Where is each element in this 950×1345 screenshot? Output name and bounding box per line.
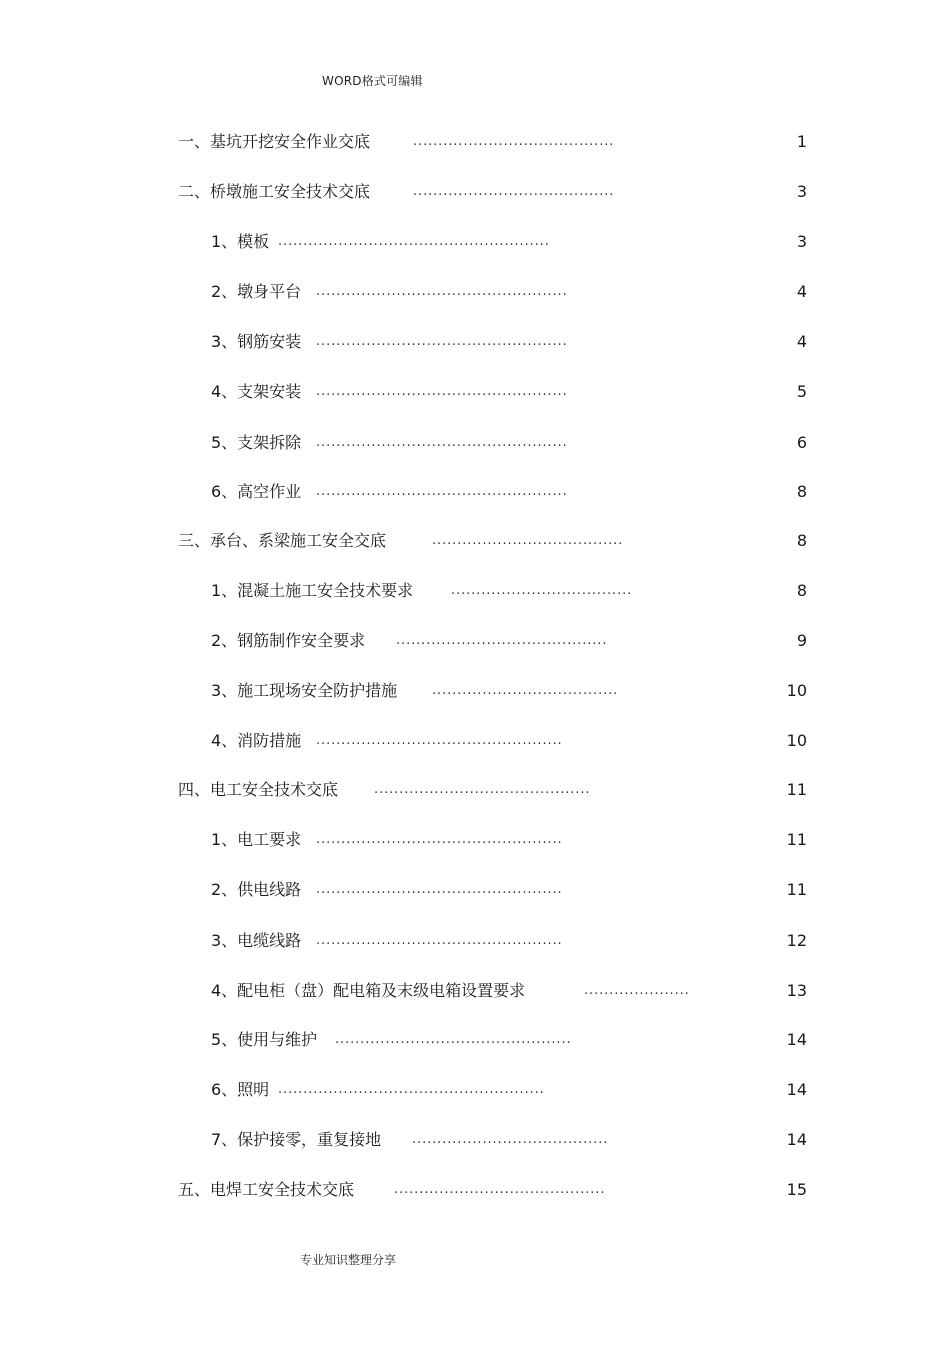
toc-leader-dots: ................................................. [316,733,563,748]
toc-entry[interactable] [211,432,568,454]
toc-entry-title: 6、高空作业 [211,482,302,501]
toc-entry[interactable] [211,1129,609,1151]
toc-page-number: 14 [786,1130,807,1149]
toc-page-number: 4 [796,282,807,301]
toc-entry-title: 一、基坑开挖安全作业交底 [178,132,371,151]
toc-leader-dots: .................................................. [316,334,568,349]
toc-leader-dots: ..................... [584,983,690,998]
toc-leader-dots: ....................................... [412,1132,609,1147]
toc-entry-title: 三、承台、系梁施工安全交底 [178,531,387,550]
toc-page-number: 8 [796,581,807,600]
toc-page-number: 8 [796,482,807,501]
toc-entry-title: 4、消防措施 [211,731,302,750]
toc-leader-dots: .................................................. [316,484,568,499]
toc-leader-dots: ...................................... [432,533,624,548]
toc-entry[interactable] [211,680,619,702]
toc-entry[interactable] [211,281,568,303]
toc-entry[interactable] [211,580,633,602]
page-footer: 专业知识整理分享 [300,1253,397,1267]
toc-leader-dots: ................................................. [316,933,563,948]
toc-leader-dots: ........................................ [413,184,615,199]
toc-entry-title: 二、桥墩施工安全技术交底 [178,182,371,201]
toc-page-number: 15 [786,1180,807,1199]
toc-entry-title: 四、电工安全技术交底 [178,780,339,799]
toc-leader-dots: .......................................... [394,1182,606,1197]
toc-leader-dots: ........................................... [374,782,591,797]
toc-page-number: 5 [796,382,807,401]
toc-page-number: 3 [796,232,807,251]
toc-entry[interactable] [178,181,615,203]
toc-page-number: 10 [786,731,807,750]
toc-leader-dots: .................................................. [316,284,568,299]
toc-entry[interactable] [178,1179,606,1201]
toc-entry-title: 3、电缆线路 [211,931,302,950]
toc-entry-title: 1、电工要求 [211,830,302,849]
toc-entry-title: 2、供电线路 [211,880,302,899]
toc-entry[interactable] [211,730,563,752]
toc-leader-dots: ...................................................... [278,234,550,249]
toc-entry[interactable] [178,530,624,552]
toc-leader-dots: ..................................... [432,683,619,698]
toc-page-number: 4 [796,332,807,351]
toc-entry-title: 五、电焊工安全技术交底 [178,1180,355,1199]
toc-entry[interactable] [178,131,615,153]
toc-entry-title: 2、墩身平台 [211,282,302,301]
toc-leader-dots: ..................................................... [278,1082,545,1097]
toc-page-number: 13 [786,981,807,1000]
toc-entry-title: 4、配电柜（盘）配电箱及末级电箱设置要求 [211,981,526,1000]
toc-entry[interactable] [211,231,550,253]
toc-page-number: 1 [796,132,807,151]
toc-entry-title: 3、钢筋安装 [211,332,302,351]
toc-page-number: 11 [786,780,807,799]
toc-leader-dots: .......................................... [396,633,608,648]
toc-page-number: 12 [786,931,807,950]
toc-page-number: 14 [786,1030,807,1049]
toc-page-number: 14 [786,1080,807,1099]
toc-page-number: 10 [786,681,807,700]
toc-entry[interactable] [211,1079,545,1101]
toc-entry[interactable] [178,779,591,801]
toc-entry[interactable] [211,1029,572,1051]
toc-entry[interactable] [211,829,563,851]
toc-entry-title: 3、施工现场安全防护措施 [211,681,398,700]
toc-leader-dots: ........................................ [413,134,615,149]
toc-entry[interactable] [211,381,568,403]
toc-entry-title: 2、钢筋制作安全要求 [211,631,366,650]
toc-leader-dots: ................................................. [316,832,563,847]
page-header: WORD格式可编辑 [322,74,423,88]
toc-entry-title: 1、模板 [211,232,270,251]
toc-page-number: 6 [796,433,807,452]
toc-page-number: 8 [796,531,807,550]
toc-leader-dots: ............................................... [335,1032,572,1047]
toc-entry-title: 7、保护接零，重复接地 [211,1130,382,1149]
toc-entry[interactable] [211,331,568,353]
toc-page-number: 3 [796,182,807,201]
toc-entry[interactable] [211,879,563,901]
toc-entry-title: 5、支架拆除 [211,433,302,452]
toc-leader-dots: .................................... [451,583,633,598]
toc-entry-title: 5、使用与维护 [211,1030,318,1049]
toc-entry-title: 1、混凝土施工安全技术要求 [211,581,414,600]
toc-entry[interactable] [211,930,563,952]
toc-page-number: 9 [796,631,807,650]
toc-entry[interactable] [211,980,690,1002]
toc-leader-dots: ................................................. [316,882,563,897]
toc-entry[interactable] [211,481,568,503]
toc-entry[interactable] [211,630,608,652]
toc-entry-title: 6、照明 [211,1080,270,1099]
toc-leader-dots: .................................................. [316,435,568,450]
toc-leader-dots: .................................................. [316,384,568,399]
toc-entry-title: 4、支架安装 [211,382,302,401]
toc-page-number: 11 [786,880,807,899]
toc-page-number: 11 [786,830,807,849]
